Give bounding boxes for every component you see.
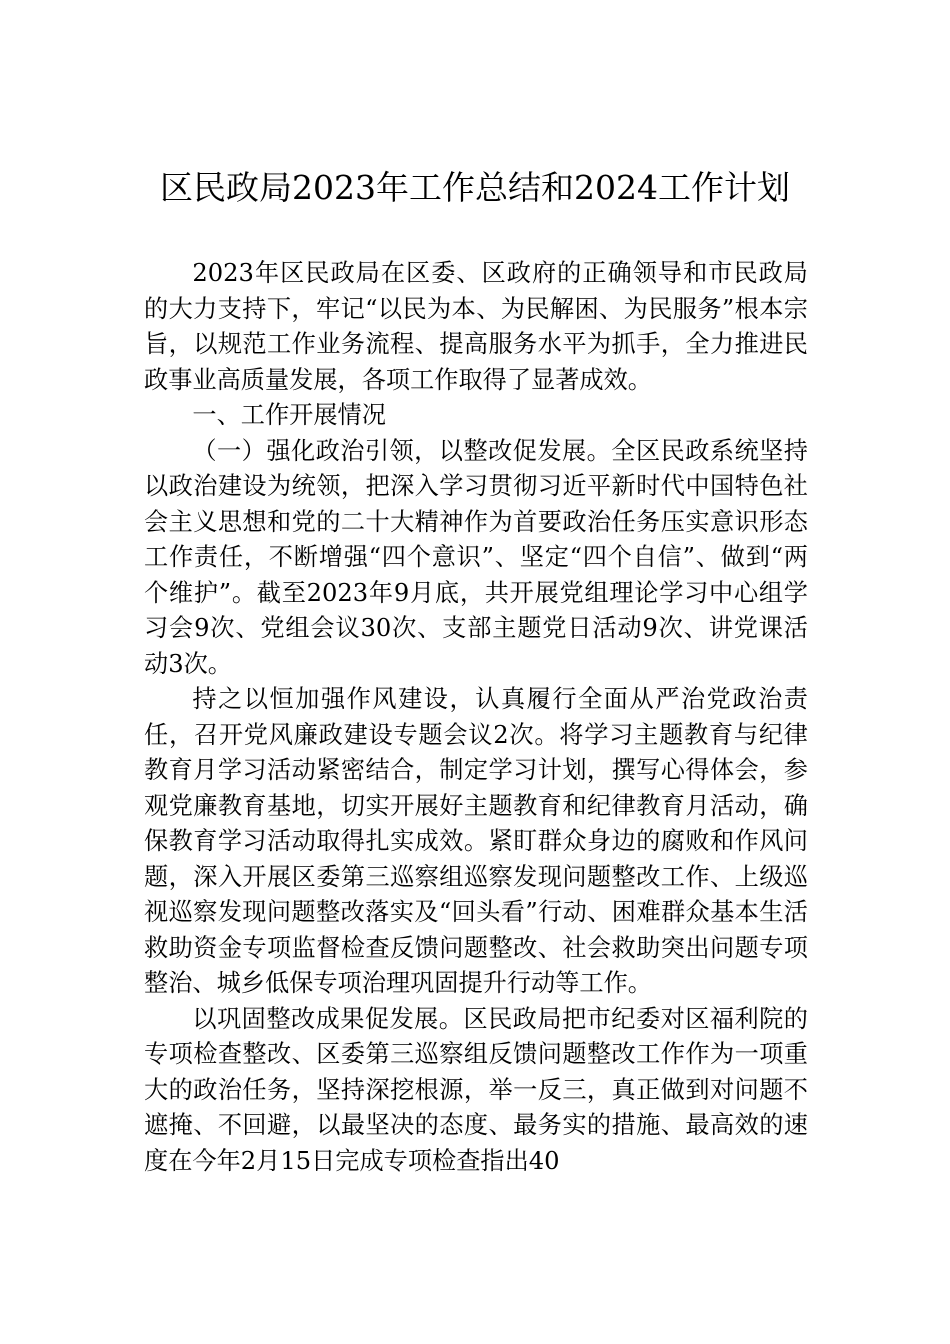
section-heading: 一、工作开展情况 (192, 401, 386, 429)
intro-paragraph: 2023年区民政局在区委、区政府的正确领导和市民政局的大力支持下，牢记“以民为本、为民解困、为民服务”根本宗旨，以规范工作业务流程、提高服务水平为抓手，全力推进民政事业高质量发展，各项工作取得了显著成效。 (144, 259, 808, 394)
document-title: 区民政局2023年工作总结和2024工作计划 (160, 168, 790, 207)
body-paragraph: 以巩固整改成果促发展。区民政局把市纪委对区福利院的专项检查整改、区委第三巡察组反馈问题整改工作作为一项重大的政治任务，坚持深挖根源，举一反三，真正做到对问题不遮掩、不回避，以最坚决的态度、最务实的措施、最高效的速度在今年2月15日完成专项检查指出40 (144, 1004, 808, 1175)
body-paragraph: 持之以恒加强作风建设，认真履行全面从严治党政治责任，召开党风廉政建设专题会议2次。将学习主题教育与纪律教育月学习活动紧密结合，制定学习计划，撰写心得体会，参观党廉教育基地，切实开展好主题教育和纪律教育月活动，确保教育学习活动取得扎实成效。紧盯群众身边的腐败和作风问题，深入开展区委第三巡察组巡察发现问题整改工作、上级巡视巡察发现问题整改落实及“回头看”行动、困难群众基本生活救助资金专项监督检查反馈问题整改、社会救助突出问题专项整治、城乡低保专项治理巩固提升行动等工作。 (144, 685, 808, 997)
document-body (144, 256, 808, 1179)
subsection-paragraph: （一）强化政治引领，以整改促发展。全区民政系统坚持以政治建设为统领，把深入学习贯彻习近平新时代中国特色社会主义思想和党的二十大精神作为首要政治任务压实意识形态工作责任，不断增强“四个意识”、坚定“四个自信”、做到“两个维护”。截至2023年9月底，共开展党组理论学习中心组学习会9次、党组会议30次、支部主题党日活动9次、讲党课活动3次。 (144, 436, 808, 678)
